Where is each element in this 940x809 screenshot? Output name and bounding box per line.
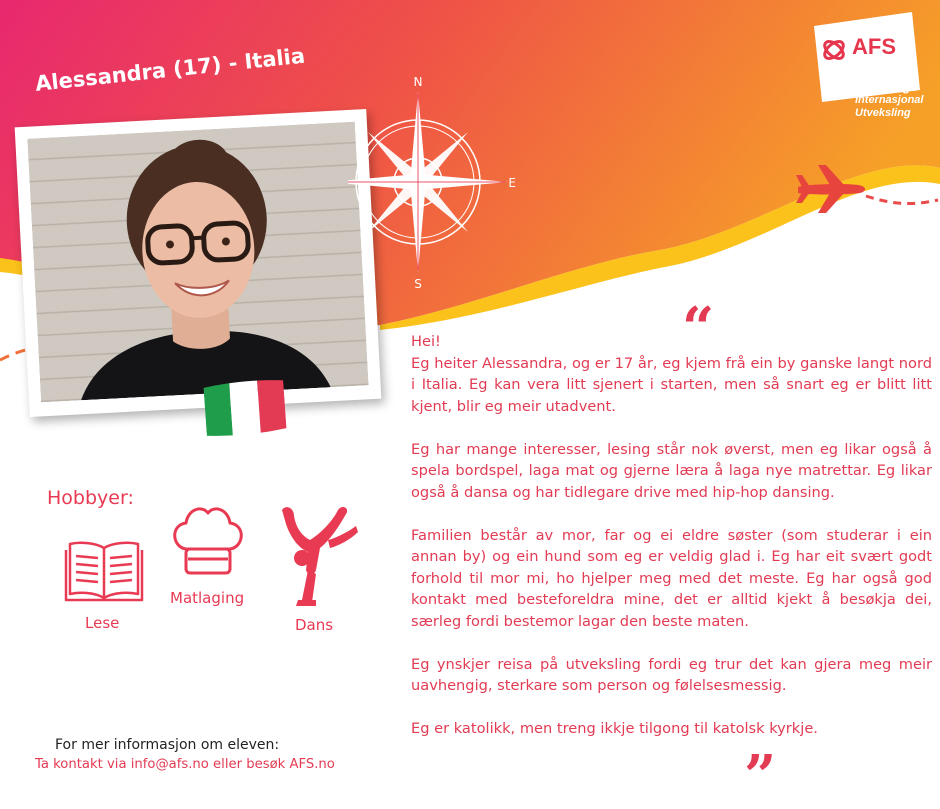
- student-photo-frame: [15, 109, 382, 417]
- dancer-icon: [272, 500, 358, 608]
- footer-info-heading: For mer informasjon om eleven:: [55, 737, 280, 753]
- afs-logo[interactable]: [808, 12, 928, 127]
- footer-contact-link[interactable]: Ta kontakt via info@afs.no eller besøk AFS.no: [35, 757, 335, 772]
- chef-hat-icon: [168, 503, 248, 579]
- letter-paragraph: Eg har mange interesser, lesing står nok øverst, men eg likar også å spela bordspel, laga mat og gjerne læra å laga nye matrettar. Eg likar også å dansa og har tidlegare drive med hip-hop dansing.: [411, 440, 932, 501]
- letter-greeting: Hei!: [411, 333, 441, 350]
- letter-paragraph: Eg ynskjer reisa på utveksling fordi eg trur det kan gjera meg meir uavhengig, sterkare som person og følelsesmessig.: [411, 655, 932, 694]
- dashed-path-right: [866, 196, 938, 203]
- afs-logo-text: AFS: [852, 34, 896, 59]
- letter-paragraph: Eg heiter Alessandra, og er 17 år, eg kjem frå ein by ganske langt nord i Italia. Eg kan vera litt sjenert i starten, men så snart eg er blitt litt kjent, blir eg meir utadvent.: [411, 354, 932, 415]
- hobby-label-lese: Lese: [85, 614, 120, 632]
- compass-e-label: E: [508, 176, 516, 190]
- compass-rose-icon: [348, 74, 518, 294]
- compass-s-label: S: [414, 277, 422, 291]
- italy-flag-icon: [201, 376, 289, 440]
- hobbies-heading: Hobbyer:: [47, 487, 134, 509]
- close-quote-icon: ”: [744, 743, 777, 809]
- page-title: Alessandra (17) - Italia: [34, 43, 307, 96]
- letter-paragraph: Eg er katolikk, men treng ikkje tilgong til katolsk kyrkje.: [411, 720, 818, 737]
- letter-text: [411, 331, 932, 761]
- hobby-label-dans: Dans: [295, 616, 334, 634]
- airplane-icon: [796, 165, 868, 215]
- afs-logo-subtitle: AFS Norge Internasjonal Utveksling: [855, 80, 924, 119]
- hobby-label-matlaging: Matlaging: [170, 589, 245, 607]
- compass-n-label: N: [413, 75, 423, 89]
- book-icon: [64, 538, 144, 604]
- open-quote-icon: “: [682, 295, 715, 361]
- letter-paragraph: Familien består av mor, far og ei eldre søster (som studerar i ein annan by) og ein hund som eg er veldig glad i. Eg har eit svært godt forhold til mor mi, ho hjelper meg med det meste. Eg har også god kontakt med besteforeldra mine, det er alltid kjekt å besøkja dei, særleg fordi bestemor lagar den beste maten.: [411, 526, 932, 630]
- student-photo: [27, 122, 368, 403]
